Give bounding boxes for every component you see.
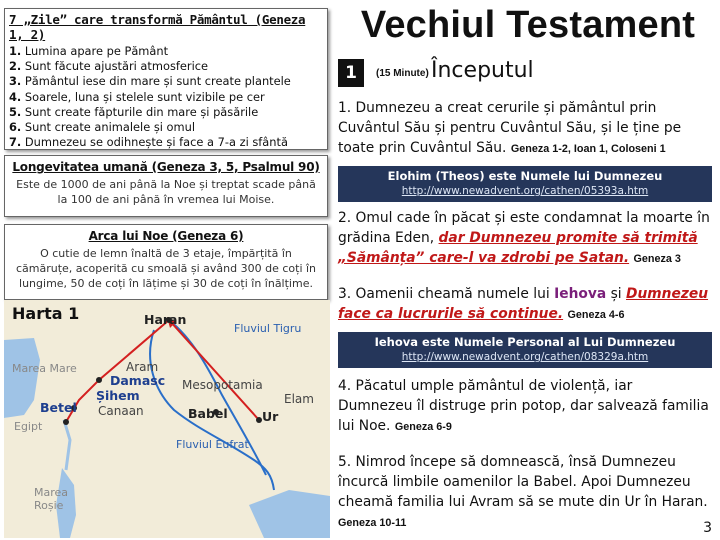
banner-link[interactable]: http://www.newadvent.org/cathen/05393a.htm (401, 185, 649, 197)
map-label-ur: Ur (262, 409, 279, 424)
list-item: 6. Sunt create animalele și omul (9, 120, 195, 135)
ark-box (4, 224, 328, 300)
map-label-marea-rosie: Marea Roșie (34, 486, 69, 512)
longevity-box (4, 155, 328, 217)
betel-dot (63, 419, 69, 425)
list-item: 4. Soarele, luna și stelele sunt vizibile pe cer (9, 89, 265, 104)
abraham-route (66, 320, 259, 422)
banner-iehova (338, 332, 712, 368)
jordan-river (64, 420, 70, 470)
tigris-river (169, 320, 266, 475)
page-title: Vechiul Testament (360, 4, 696, 46)
map-label-canaan: Canaan (98, 404, 144, 418)
map-label-mesopotamia: Mesopotamia (182, 378, 263, 392)
longevity-text: Este de 1000 de ani până la Noe și treptat scade până la 100 de ani până în vremea lui Moise. (16, 178, 316, 206)
map-label-tigris: Fluviul Tigru (234, 322, 302, 335)
map-label-aram: Aram (126, 360, 159, 374)
map-label-damasc: Damasc (110, 373, 166, 388)
section-number: 1 (338, 59, 364, 87)
map-1 (4, 300, 330, 538)
mediterranean-sea (4, 338, 40, 418)
reference: Geneza 4-6 (567, 309, 625, 321)
list-item: 3. Pământul iese din mare și sunt create plantele (9, 74, 291, 89)
persian-gulf (249, 490, 330, 538)
banner-title: Iehova este Numele Personal al Lui Dumnezeu (374, 335, 676, 349)
paragraph-5: 5. Nimrod începe să domnească, însă Dumnezeu încurcă limbile oamenilor la Babel. Apoi Dumnezeu cheamă familia lui Avram să se mute din Ur în Haran. Geneza 10-11 (338, 454, 708, 529)
page-number: 3 (703, 520, 712, 536)
map-label-babel: Babel (188, 406, 228, 421)
reference: Geneza 1-2, Ioan 1, Coloseni 1 (510, 143, 666, 155)
map-label-egipt: Egipt (14, 420, 43, 433)
section-duration: (15 Minute) (376, 68, 429, 79)
highlight-text: dar Dumnezeu promite să trimită „Sămânța” care-l va zdrobi pe Satan. (338, 230, 698, 266)
paragraph-2: 2. Omul cade în păcat și este condamnat la moarte în grădina Eden, dar Dumnezeu promite să trimită „Sămânța” care-l va zdrobi pe Satan. Geneza 3 (338, 210, 710, 266)
list-item: 7. Dumnezeu se odihnește și face a 7-a zi sfântă (9, 135, 288, 150)
section-title: Începutul (431, 58, 534, 83)
ark-title: Arca lui Noe (Geneza 6) (88, 229, 244, 243)
creation-days-box (4, 8, 328, 150)
reference: Geneza 3 (633, 253, 681, 265)
map-label-marea-mare: Marea Mare (12, 362, 77, 375)
list-item: 5. Sunt create făpturile din mare și păsările (9, 104, 259, 119)
map-title: Harta 1 (12, 304, 80, 323)
map-label-elam: Elam (284, 392, 314, 406)
banner-link[interactable]: http://www.newadvent.org/cathen/08329a.htm (401, 351, 649, 363)
creation-days-list (5, 44, 327, 150)
reference: Geneza 10-11 (338, 517, 407, 529)
longevity-title: Longevitatea umană (Geneza 3, 5, Psalmul 90) (12, 160, 320, 174)
banner-title: Elohim (Theos) este Numele lui Dumnezeu (387, 169, 663, 183)
map-label-euphrates: Fluviul Eufrat (176, 438, 249, 451)
map-label-haran: Haran (144, 312, 187, 327)
list-item: 2. Sunt făcute ajustări atmosferice (9, 59, 209, 74)
damasc-dot (96, 377, 102, 383)
list-item: 1. Lumina apare pe Pământ (9, 44, 169, 58)
creation-days-title: 7 „Zile” care transformă Pământul (Geneza 1, 2) (9, 12, 306, 42)
map-label-sihem: Șihem (96, 388, 140, 403)
ark-text: O cutie de lemn înaltă de 3 etaje, împărțită în cămăruțe, acoperită cu smoală și având 300 de coți în lungime, 50 de coți în lățime și 30 de coți în înălțime. (15, 247, 317, 290)
iehova-name: Iehova (554, 286, 607, 302)
highlight-text: Dumnezeu face ca lucrurile să continue. (338, 286, 709, 322)
paragraph-4: 4. Păcatul umple pământul de violență, iar Dumnezeu îl distruge prin potop, dar salvează familia lui Noe. Geneza 6-9 (338, 378, 709, 434)
paragraph-3: 3. Oamenii cheamă numele lui Iehova și Dumnezeu face ca lucrurile să continue. Geneza 4-6 (338, 286, 709, 322)
egypt-land (4, 416, 64, 538)
reference: Geneza 6-9 (394, 421, 452, 433)
banner-elohim (338, 166, 712, 202)
paragraph-1: 1. Dumnezeu a creat cerurile și pământul prin Cuvântul Său și pentru Cuvântul Său, și le ține pe toate prin Cuvântul Său. Geneza 1-2, Ioan 1, Coloseni 1 (338, 100, 682, 156)
map-label-betel: Betel (40, 400, 77, 415)
